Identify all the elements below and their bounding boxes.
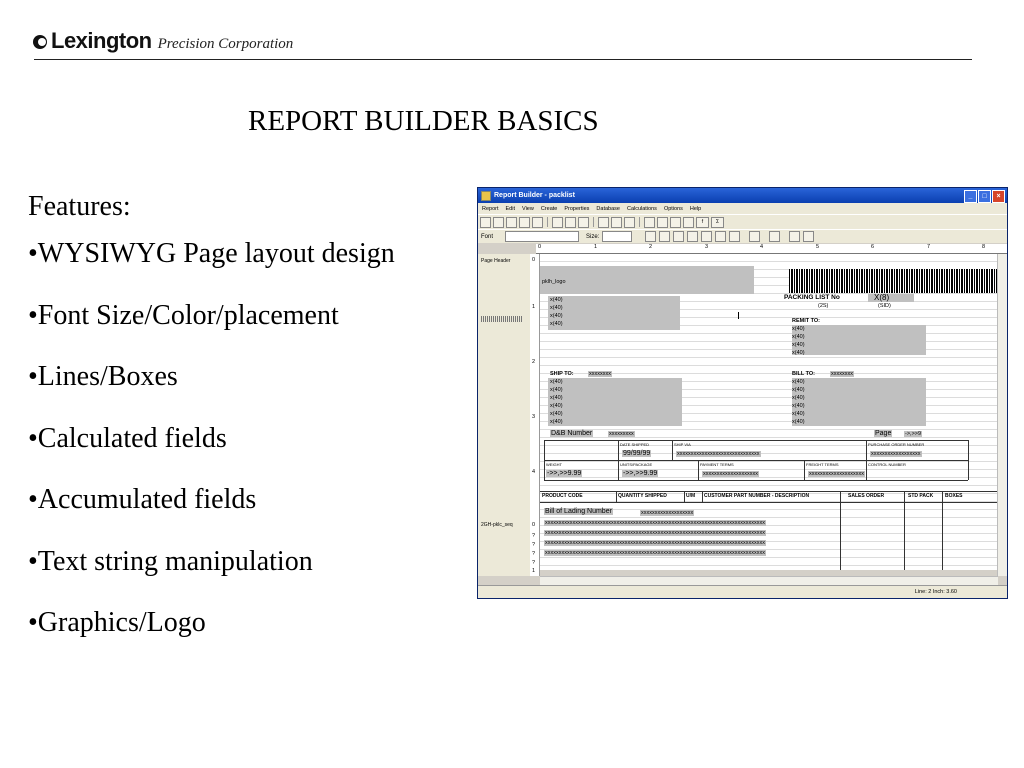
grid-line xyxy=(684,491,685,502)
vruler-tick: 3 xyxy=(532,414,536,420)
column-label: DATE SHIPPED xyxy=(620,442,650,447)
cut-icon[interactable] xyxy=(552,217,563,228)
line-icon[interactable] xyxy=(598,217,609,228)
ship-to-code[interactable]: xxxxxxxx xyxy=(589,371,611,377)
font-bar xyxy=(478,229,1007,243)
field-text: x(40) xyxy=(792,403,805,409)
align-center-icon[interactable] xyxy=(701,231,712,242)
vruler-tick: ? xyxy=(532,560,536,566)
field-text: x(40) xyxy=(550,305,563,311)
box-icon[interactable] xyxy=(611,217,622,228)
grid-line xyxy=(702,491,703,502)
field-text: x(40) xyxy=(792,326,805,332)
remit-to-field[interactable] xyxy=(792,325,926,355)
grid-line xyxy=(544,480,968,481)
field-text: x(40) xyxy=(792,350,805,356)
field-text: x(40) xyxy=(792,379,805,385)
grid-line xyxy=(698,460,699,480)
feature-list xyxy=(28,192,395,670)
ship-to-field[interactable] xyxy=(548,378,682,426)
field-text: x(40) xyxy=(792,395,805,401)
ship-via-field[interactable]: xxxxxxxxxxxxxxxxxxxxxxxxxxxxxx xyxy=(677,451,760,457)
feature-item: •Calculated fields xyxy=(28,422,227,454)
save-icon[interactable] xyxy=(506,217,517,228)
menu-database[interactable]: Database xyxy=(596,205,620,212)
print-icon[interactable] xyxy=(519,217,530,228)
ruler-tick: 3 xyxy=(705,244,709,250)
weight-field[interactable]: ->>,>>9.99 xyxy=(547,470,582,477)
logo-brand: Lexington xyxy=(51,28,152,53)
date-shipped-field[interactable]: 99/99/99 xyxy=(623,450,651,457)
band-label-page-header[interactable]: Page Header xyxy=(481,258,511,264)
indent-icon[interactable] xyxy=(749,231,760,242)
menu-properties[interactable]: Properties xyxy=(564,205,590,212)
open-icon[interactable] xyxy=(493,217,504,228)
sum-icon[interactable]: Σ xyxy=(711,217,724,228)
grid-line xyxy=(804,460,805,480)
sort-desc-icon[interactable] xyxy=(670,217,681,228)
grid-line xyxy=(866,440,867,480)
grid-line xyxy=(904,491,905,570)
toolbar-separator xyxy=(593,217,594,227)
new-icon[interactable] xyxy=(480,217,491,228)
justify-icon[interactable] xyxy=(729,231,740,242)
font-select[interactable] xyxy=(505,231,579,242)
menu-help[interactable]: Help xyxy=(689,205,702,212)
filter-icon[interactable] xyxy=(683,217,694,228)
field-icon[interactable] xyxy=(644,217,655,228)
col-header: SALES ORDER xyxy=(848,493,885,499)
column-label: PAYMENT TERMS xyxy=(700,462,734,467)
ruler-tick: 6 xyxy=(871,244,875,250)
col-header: PRODUCT CODE xyxy=(542,493,583,499)
vruler-tick: 1 xyxy=(532,304,536,310)
field-text: x(40) xyxy=(792,411,805,417)
ruler-tick: 5 xyxy=(816,244,820,250)
sid-text: (SID) xyxy=(878,303,891,309)
field-text: x(40) xyxy=(550,387,563,393)
field-text: x(40) xyxy=(550,321,563,327)
column-label: UNITS/PACKAGE xyxy=(620,462,653,467)
vruler-tick: 2 xyxy=(532,359,536,365)
grid-line xyxy=(544,440,545,480)
feature-item: •WYSIWYG Page layout design xyxy=(28,238,395,269)
band-column xyxy=(478,254,531,576)
ship-to-label: SHIP TO: xyxy=(550,371,574,377)
toolbar-separator xyxy=(639,217,640,227)
report-canvas[interactable] xyxy=(540,254,998,570)
window-title: Report Builder - packlist xyxy=(494,192,575,199)
align-left-icon[interactable] xyxy=(687,231,698,242)
vruler-tick: 0 xyxy=(532,522,536,528)
detail-line[interactable]: xxxxxxxxxxxxxxxxxxxxxxxxxxxxxxxxxxxxxxxxxxxxxxxxxxxxxxxxxxxxxxxxxxxxxxxxxxxxxxxx xyxy=(545,540,765,546)
field-text: x(40) xyxy=(550,313,563,319)
bold-icon[interactable] xyxy=(645,231,656,242)
maximize-button[interactable]: □ xyxy=(978,190,991,203)
grid-line xyxy=(616,491,617,502)
col-header: QUANTITY SHIPPED xyxy=(618,493,667,499)
bol-label[interactable]: Bill of Lading Number xyxy=(545,508,612,515)
grid-line xyxy=(618,440,619,480)
toolbar-separator xyxy=(547,217,548,227)
header-rule xyxy=(34,59,972,60)
feature-item: •Graphics/Logo xyxy=(28,607,206,638)
vertical-scrollbar[interactable] xyxy=(997,254,1007,576)
font-label: Font xyxy=(481,233,494,240)
feature-heading: Features: xyxy=(28,191,131,222)
packing-number-text: X(8) xyxy=(874,293,890,302)
detail-line[interactable]: xxxxxxxxxxxxxxxxxxxxxxxxxxxxxxxxxxxxxxxxxxxxxxxxxxxxxxxxxxxxxxxxxxxxxxxxxxxxxxxx xyxy=(545,530,765,536)
column-label: CONTROL NUMBER xyxy=(868,462,906,467)
detail-line[interactable]: xxxxxxxxxxxxxxxxxxxxxxxxxxxxxxxxxxxxxxxxxxxxxxxxxxxxxxxxxxxxxxxxxxxxxxxxxxxxxxxx xyxy=(545,520,765,526)
vertical-ruler xyxy=(530,254,540,576)
vruler-tick: 4 xyxy=(532,469,536,475)
payment-terms-field[interactable]: xxxxxxxxxxxxxxxxxxxx xyxy=(703,471,758,477)
address-field[interactable] xyxy=(548,296,680,330)
align-right-icon[interactable] xyxy=(715,231,726,242)
vruler-tick: 0 xyxy=(532,257,536,263)
field-text: x(40) xyxy=(792,342,805,348)
toolbar xyxy=(478,214,1007,229)
paste-icon[interactable] xyxy=(578,217,589,228)
column-label: WEIGHT xyxy=(546,462,562,467)
function-icon[interactable]: f xyxy=(696,217,709,228)
field-text: x(40) xyxy=(550,403,563,409)
freight-terms-field[interactable]: xxxxxxxxxxxxxxxxxxxx xyxy=(809,471,864,477)
bill-to-label: BILL TO: xyxy=(792,371,816,377)
report-builder-window xyxy=(477,187,1008,599)
grid-line xyxy=(544,440,968,441)
bill-to-code[interactable]: xxxxxxxx xyxy=(831,371,853,377)
bill-to-field[interactable] xyxy=(792,378,926,426)
text-cursor xyxy=(738,312,739,319)
field-text: x(40) xyxy=(550,419,563,425)
grid-line xyxy=(968,440,969,480)
shade-icon[interactable] xyxy=(803,231,814,242)
border-icon[interactable] xyxy=(789,231,800,242)
preview-icon[interactable] xyxy=(532,217,543,228)
band-label-detail[interactable]: 2GH-pklc_seq xyxy=(481,522,513,528)
field-text: x(40) xyxy=(550,379,563,385)
bol-field[interactable]: xxxxxxxxxxxxxxxxxxx xyxy=(641,510,694,516)
col-header: STD PACK xyxy=(908,493,934,499)
close-button[interactable]: × xyxy=(992,190,1005,203)
field-text: x(40) xyxy=(792,387,805,393)
logo-field[interactable] xyxy=(540,266,754,294)
italic-icon[interactable] xyxy=(659,231,670,242)
grid-line xyxy=(540,491,998,492)
packing-list-label: PACKING LIST No xyxy=(784,294,840,301)
ruler-tick: 7 xyxy=(927,244,931,250)
menu-create[interactable]: Create xyxy=(540,205,558,212)
logo-field-label: pklh_logo xyxy=(542,279,566,285)
size-label: Size: xyxy=(586,233,600,240)
vruler-tick: ? xyxy=(532,542,536,548)
column-label: FREIGHT TERMS xyxy=(806,462,839,467)
page-label[interactable]: Page xyxy=(875,430,892,437)
band-marker xyxy=(481,316,523,322)
ellipse-icon[interactable] xyxy=(624,217,635,228)
column-label: SHIP VIA xyxy=(674,442,691,447)
ship-id-text: (2S) xyxy=(818,303,829,309)
ruler-tick: 1 xyxy=(594,244,598,250)
page-number-field[interactable]: ->,>>9 xyxy=(905,431,922,437)
slide-title: REPORT BUILDER BASICS xyxy=(248,105,599,137)
db-number-label[interactable]: D&B Number xyxy=(551,430,593,437)
horizontal-scrollbar[interactable] xyxy=(540,576,998,585)
field-text: x(40) xyxy=(550,411,563,417)
grid-line xyxy=(840,491,841,570)
feature-item: •Accumulated fields xyxy=(28,484,257,515)
feature-item: •Text string manipulation xyxy=(28,545,313,577)
color-icon[interactable] xyxy=(769,231,780,242)
grid-line xyxy=(544,460,968,461)
barcode-graphic[interactable] xyxy=(789,269,998,293)
size-select[interactable] xyxy=(602,231,632,242)
feature-item: •Lines/Boxes xyxy=(28,361,178,392)
copy-icon[interactable] xyxy=(565,217,576,228)
menu-options[interactable]: Options xyxy=(663,205,683,212)
menu-calculations[interactable]: Calculations xyxy=(626,205,657,212)
col-header: U/M xyxy=(686,493,696,499)
col-header: CUSTOMER PART NUMBER - DESCRIPTION xyxy=(704,493,810,499)
menu-edit[interactable]: Edit xyxy=(505,205,515,212)
underline-icon[interactable] xyxy=(673,231,684,242)
logo-subtitle: Precision Corporation xyxy=(157,36,294,52)
sort-icon[interactable] xyxy=(657,217,668,228)
field-text: x(40) xyxy=(792,334,805,340)
units-field[interactable]: ->>,>>9.99 xyxy=(623,470,658,477)
menu-report[interactable]: Report xyxy=(482,205,499,212)
po-number-field[interactable]: xxxxxxxxxxxxxxxxxx xyxy=(871,451,921,457)
app-icon xyxy=(481,191,491,201)
horizontal-ruler xyxy=(536,244,1008,254)
column-label: PURCHASE ORDER NUMBER xyxy=(868,442,925,447)
menu-bar xyxy=(478,203,1007,214)
field-text: x(40) xyxy=(550,297,563,303)
vruler-tick: ? xyxy=(532,551,536,557)
window-titlebar[interactable] xyxy=(478,188,1007,203)
grid-line xyxy=(540,502,998,503)
logo-mark-icon xyxy=(32,34,48,50)
grid-line xyxy=(942,491,943,570)
status-bar xyxy=(478,585,1007,598)
remit-to-label: REMIT TO: xyxy=(792,318,821,324)
ruler-tick: 2 xyxy=(649,244,653,250)
vruler-tick: ? xyxy=(532,533,536,539)
field-text: x(40) xyxy=(550,395,563,401)
feature-item: •Font Size/Color/placement xyxy=(28,299,339,331)
ruler-tick: 4 xyxy=(760,244,764,250)
db-number-field[interactable]: xxxxxxxxx xyxy=(609,431,634,437)
ruler-tick: 8 xyxy=(982,244,986,250)
grid-line xyxy=(672,440,673,460)
menu-view[interactable]: View xyxy=(522,205,534,212)
company-logo xyxy=(32,28,293,58)
vruler-tick: 1 xyxy=(532,568,536,574)
ruler-tick: 0 xyxy=(538,244,542,250)
field-text: x(40) xyxy=(792,419,805,425)
detail-line[interactable]: xxxxxxxxxxxxxxxxxxxxxxxxxxxxxxxxxxxxxxxxxxxxxxxxxxxxxxxxxxxxxxxxxxxxxxxxxxxxxxxx xyxy=(545,550,765,556)
col-header: BOXES xyxy=(945,493,963,499)
status-text: Line: 2 Inch: 3.60 xyxy=(914,589,957,595)
minimize-button[interactable]: _ xyxy=(964,190,977,203)
